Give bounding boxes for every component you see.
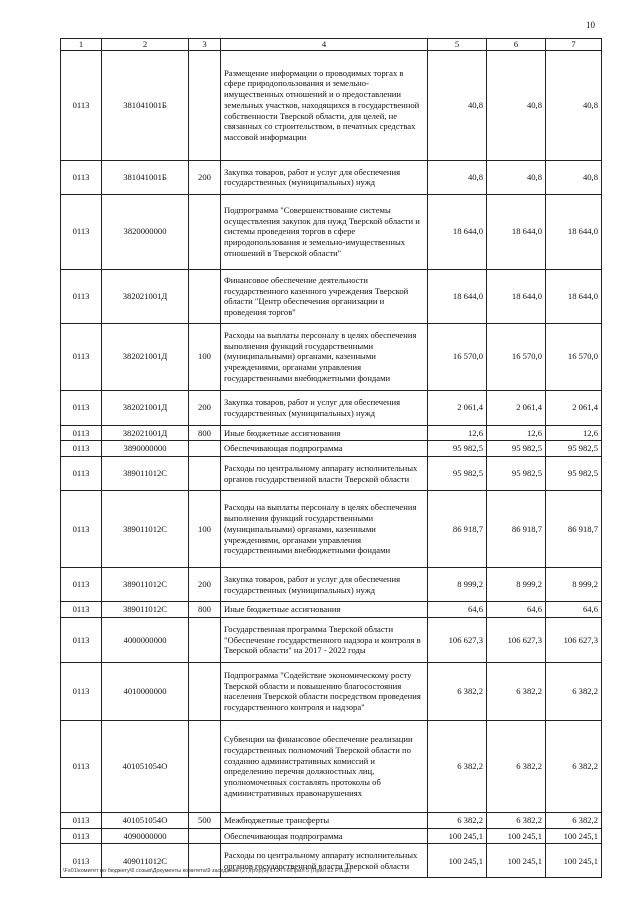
description-cell: Размещение информации о проводимых торгах в сфере природопользования и земельно-имущественных отношений и о предоставлении земельных участков, находящихся в государственной собственности Тверской области, для целей, не связанных со строительством, в печатных средствах массовой информации [221,50,428,160]
section-code-cell: 0113 [61,602,102,618]
expense-type-cell: 200 [189,160,221,194]
description-cell: Субвенции на финансовое обеспечение реализации государственных полномочий Тверской области по созданию административных комиссий и определению перечня должностных лиц, уполномоченных составлять протоколы об административных правонарушениях [221,720,428,812]
target-article-cell: 389011012С [102,457,189,491]
target-article-cell: 389011012С [102,568,189,602]
target-article-cell: 409011012С [102,844,189,878]
amount-year3-cell: 8 999,2 [546,568,602,602]
amount-year1-cell: 64,6 [428,602,487,618]
description-cell: Расходы на выплаты персоналу в целях обеспечения выполнения функций государственными (муниципальными) органами, казенными учреждениями, органами управления государственными внебюджетными фондами [221,323,428,390]
amount-year3-cell: 6 382,2 [546,720,602,812]
table-row [61,568,602,602]
target-article-cell: 401051054О [102,720,189,812]
description-cell: Расходы на выплаты персоналу в целях обеспечения выполнения функций государственными (муниципальными) органами, казенными учреждениями, органами управления государственными внебюджетными фондами [221,491,428,568]
header-cell: 3 [189,39,221,51]
description-cell: Обеспечивающая подпрограмма [221,828,428,844]
target-article-cell: 389011012С [102,491,189,568]
amount-year1-cell: 12,6 [428,425,487,441]
section-code-cell: 0113 [61,269,102,323]
header-cell: 7 [546,39,602,51]
section-code-cell: 0113 [61,568,102,602]
amount-year3-cell: 95 982,5 [546,457,602,491]
description-cell: Расходы по центральному аппарату исполнительных органов государственной власти Тверской области [221,457,428,491]
target-article-cell: 4000000000 [102,617,189,662]
amount-year2-cell: 2 061,4 [487,390,546,425]
table-row [61,160,602,194]
amount-year2-cell: 95 982,5 [487,441,546,457]
amount-year2-cell: 40,8 [487,160,546,194]
amount-year2-cell: 18 644,0 [487,194,546,269]
table-row [61,194,602,269]
expense-type-cell [189,50,221,160]
amount-year2-cell: 8 999,2 [487,568,546,602]
description-cell: Иные бюджетные ассигнования [221,425,428,441]
target-article-cell: 401051054О [102,812,189,828]
description-cell: Иные бюджетные ассигнования [221,602,428,618]
section-code-cell: 0113 [61,491,102,568]
table-row [61,720,602,812]
expense-type-cell: 100 [189,323,221,390]
amount-year2-cell: 6 382,2 [487,720,546,812]
amount-year1-cell: 106 627,3 [428,617,487,662]
amount-year3-cell: 40,8 [546,50,602,160]
expense-type-cell [189,441,221,457]
amount-year3-cell: 100 245,1 [546,828,602,844]
amount-year3-cell: 86 918,7 [546,491,602,568]
amount-year3-cell: 2 061,4 [546,390,602,425]
section-code-cell: 0113 [61,425,102,441]
expense-type-cell [189,828,221,844]
amount-year1-cell: 95 982,5 [428,441,487,457]
expense-type-cell: 500 [189,812,221,828]
amount-year1-cell: 6 382,2 [428,812,487,828]
header-cell: 2 [102,39,189,51]
description-cell: Расходы по центральному аппарату исполнительных органов государственной власти Тверской области [221,844,428,878]
expense-type-cell [189,269,221,323]
section-code-cell: 0113 [61,828,102,844]
description-cell: Подпрограмма "Совершенствование системы осуществления закупок для нужд Тверской области и системы проведения торгов в сфере природопользования и земельно-имущественных отношений в Тверской области" [221,194,428,269]
table-row [61,602,602,618]
page-number: 10 [586,20,595,30]
description-cell: Закупка товаров, работ и услуг для обеспечения государственных (муниципальных) нужд [221,568,428,602]
amount-year1-cell: 18 644,0 [428,269,487,323]
amount-year2-cell: 12,6 [487,425,546,441]
amount-year1-cell: 40,8 [428,160,487,194]
expense-type-cell: 100 [189,491,221,568]
section-code-cell: 0113 [61,160,102,194]
expense-type-cell [189,720,221,812]
section-code-cell: 0113 [61,617,102,662]
header-cell: 5 [428,39,487,51]
description-cell: Межбюджетные трансферты [221,812,428,828]
amount-year3-cell: 100 245,1 [546,844,602,878]
description-cell: Закупка товаров, работ и услуг для обеспечения государственных (муниципальных) нужд [221,390,428,425]
target-article-cell: 4010000000 [102,662,189,720]
target-article-cell: 382021001Д [102,390,189,425]
amount-year1-cell: 6 382,2 [428,720,487,812]
amount-year3-cell: 6 382,2 [546,662,602,720]
section-code-cell: 0113 [61,457,102,491]
amount-year2-cell: 6 382,2 [487,812,546,828]
table-row [61,812,602,828]
target-article-cell: 382021001Д [102,269,189,323]
expense-type-cell: 200 [189,568,221,602]
table-row [61,269,602,323]
section-code-cell: 0113 [61,662,102,720]
target-article-cell: 3820000000 [102,194,189,269]
expense-type-cell [189,662,221,720]
table-row [61,441,602,457]
file-path-footer: \Fs01\комитет по бюджету\6 созыв\Документы комитета\9 заседание (27)гр\гр(9) 172-П-6\Прил 5 (Прил 12 РТЦБ) [63,868,352,874]
table-row [61,662,602,720]
expense-type-cell [189,617,221,662]
table-row [61,491,602,568]
amount-year3-cell: 18 644,0 [546,269,602,323]
amount-year3-cell: 6 382,2 [546,812,602,828]
amount-year1-cell: 86 918,7 [428,491,487,568]
section-code-cell: 0113 [61,50,102,160]
target-article-cell: 381041001Б [102,50,189,160]
description-cell: Финансовое обеспечение деятельности государственного казенного учреждения Тверской области "Центр обеспечения организации и проведения торгов" [221,269,428,323]
description-cell: Обеспечивающая подпрограмма [221,441,428,457]
description-cell: Государственная программа Тверской области "Обеспечение государственного надзора и контроля в Тверской области" на 2017 - 2022 годы [221,617,428,662]
amount-year3-cell: 18 644,0 [546,194,602,269]
target-article-cell: 4090000000 [102,828,189,844]
section-code-cell: 0113 [61,194,102,269]
amount-year2-cell: 40,8 [487,50,546,160]
description-cell: Подпрограмма "Содействие экономическому росту Тверской области и повышению благосостояния населения Тверской области посредством проведения государственного контроля и надзора" [221,662,428,720]
amount-year2-cell: 100 245,1 [487,844,546,878]
amount-year1-cell: 2 061,4 [428,390,487,425]
expense-type-cell [189,457,221,491]
header-cell: 4 [221,39,428,51]
amount-year3-cell: 106 627,3 [546,617,602,662]
table-row [61,617,602,662]
target-article-cell: 381041001Б [102,160,189,194]
expense-type-cell: 800 [189,425,221,441]
section-code-cell: 0113 [61,323,102,390]
section-code-cell: 0113 [61,441,102,457]
amount-year2-cell: 106 627,3 [487,617,546,662]
target-article-cell: 382021001Д [102,323,189,390]
table-row [61,323,602,390]
target-article-cell: 3890000000 [102,441,189,457]
table-row [61,390,602,425]
amount-year3-cell: 95 982,5 [546,441,602,457]
amount-year1-cell: 100 245,1 [428,844,487,878]
expense-type-cell [189,194,221,269]
section-code-cell: 0113 [61,812,102,828]
table-row [61,828,602,844]
table-row [61,457,602,491]
expense-type-cell: 800 [189,602,221,618]
amount-year1-cell: 40,8 [428,50,487,160]
target-article-cell: 382021001Д [102,425,189,441]
amount-year2-cell: 100 245,1 [487,828,546,844]
amount-year2-cell: 86 918,7 [487,491,546,568]
table-row [61,425,602,441]
amount-year1-cell: 16 570,0 [428,323,487,390]
amount-year1-cell: 95 982,5 [428,457,487,491]
header-cell: 6 [487,39,546,51]
section-code-cell: 0113 [61,720,102,812]
amount-year2-cell: 64,6 [487,602,546,618]
amount-year2-cell: 95 982,5 [487,457,546,491]
amount-year1-cell: 18 644,0 [428,194,487,269]
section-code-cell: 0113 [61,390,102,425]
amount-year3-cell: 12,6 [546,425,602,441]
amount-year1-cell: 100 245,1 [428,828,487,844]
expense-type-cell: 200 [189,390,221,425]
section-code-cell: 0113 [61,844,102,878]
header-cell: 1 [61,39,102,51]
target-article-cell: 389011012С [102,602,189,618]
amount-year3-cell: 16 570,0 [546,323,602,390]
amount-year2-cell: 18 644,0 [487,269,546,323]
amount-year3-cell: 64,6 [546,602,602,618]
amount-year1-cell: 8 999,2 [428,568,487,602]
amount-year3-cell: 40,8 [546,160,602,194]
table-header-row [61,39,602,51]
budget-table [60,38,602,878]
amount-year1-cell: 6 382,2 [428,662,487,720]
amount-year2-cell: 6 382,2 [487,662,546,720]
amount-year2-cell: 16 570,0 [487,323,546,390]
table-row [61,50,602,160]
description-cell: Закупка товаров, работ и услуг для обеспечения государственных (муниципальных) нужд [221,160,428,194]
